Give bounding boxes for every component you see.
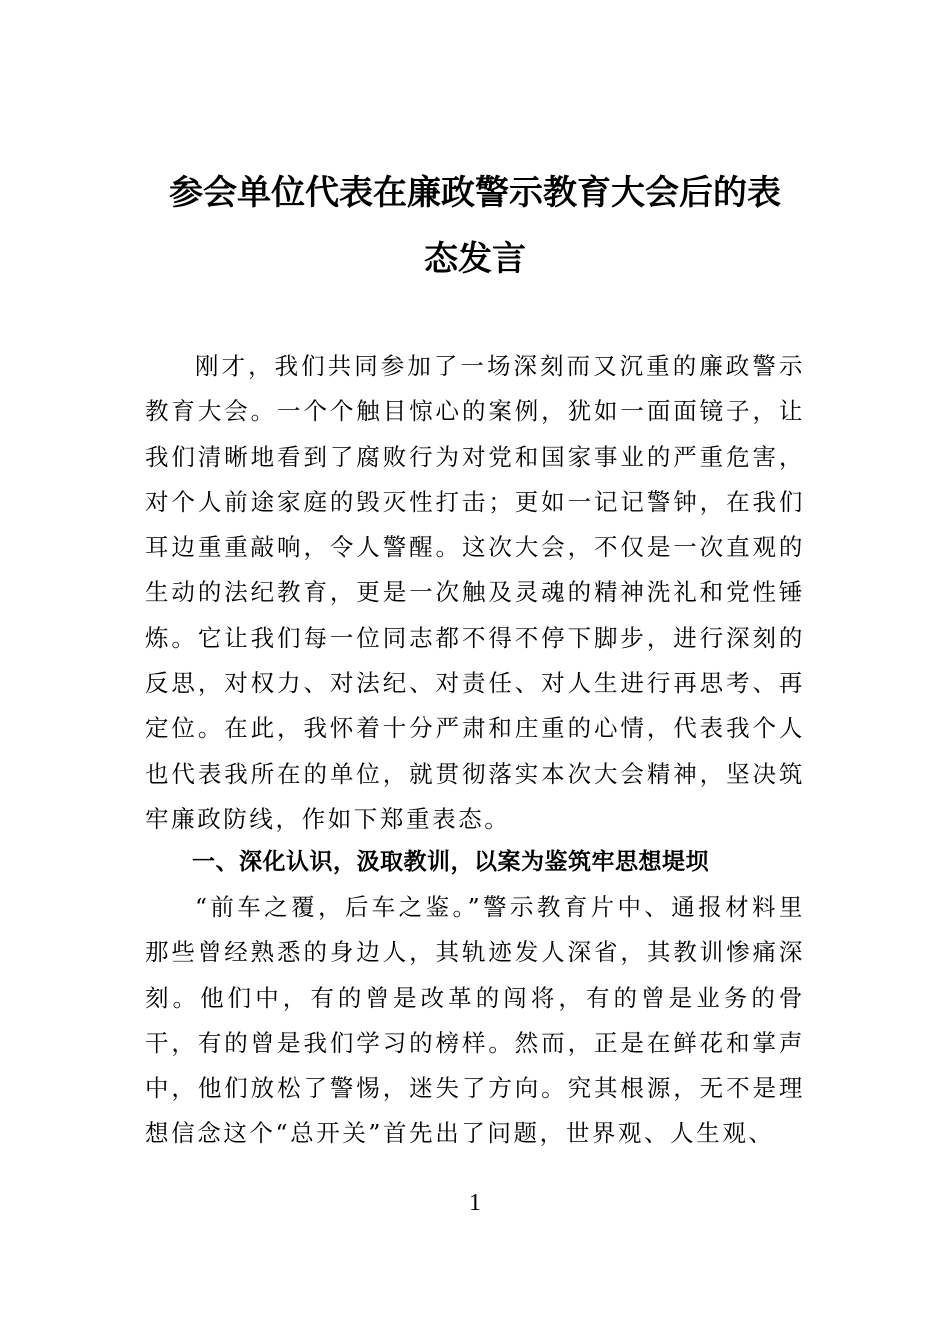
intro-paragraph: 刚才，我们共同参加了一场深刻而又沉重的廉政警示教育大会。一个个触目惊心的案例，犹如一面面镜子，让我们清晰地看到了腐败行为对党和国家事业的严重危害，对个人前途家庭的毁灭性打击；更如一记记警钟，在我们耳边重重敲响，令人警醒。这次大会，不仅是一次直观的生动的法纪教育，更是一次触及灵魂的精神洗礼和党性锤炼。它让我们每一位同志都不得不停下脚步，进行深刻的反思，对权力、对法纪、对责任、对人生进行再思考、再定位。在此，我怀着十分严肃和庄重的心情，代表我个人也代表我所在的单位，就贯彻落实本次大会精神，坚决筑牢廉政防线，作如下郑重表态。: [145, 352, 805, 833]
section-1-paragraph: “前车之覆，后车之鉴。”警示教育片中、通报材料里那些曾经熟悉的身边人，其轨迹发人深省，其教训惨痛深刻。他们中，有的曾是改革的闯将，有的曾是业务的骨干，有的曾是我们学习的榜样。然而，正是在鲜花和掌声中，他们放松了警惕，迷失了方向。究其根源，无不是理想信念这个“总开关”首先出了问题，世界观、人生观、: [145, 893, 805, 1148]
title-line-2: 态发言: [424, 239, 526, 279]
page-number: 1: [469, 1190, 481, 1216]
section-heading-1: 一、深化认识，汲取教训，以案为鉴筑牢思想堤坝: [192, 849, 709, 875]
title-line-1: 参会单位代表在廉政警示教育大会后的表: [169, 173, 781, 213]
document-title: [145, 160, 805, 292]
